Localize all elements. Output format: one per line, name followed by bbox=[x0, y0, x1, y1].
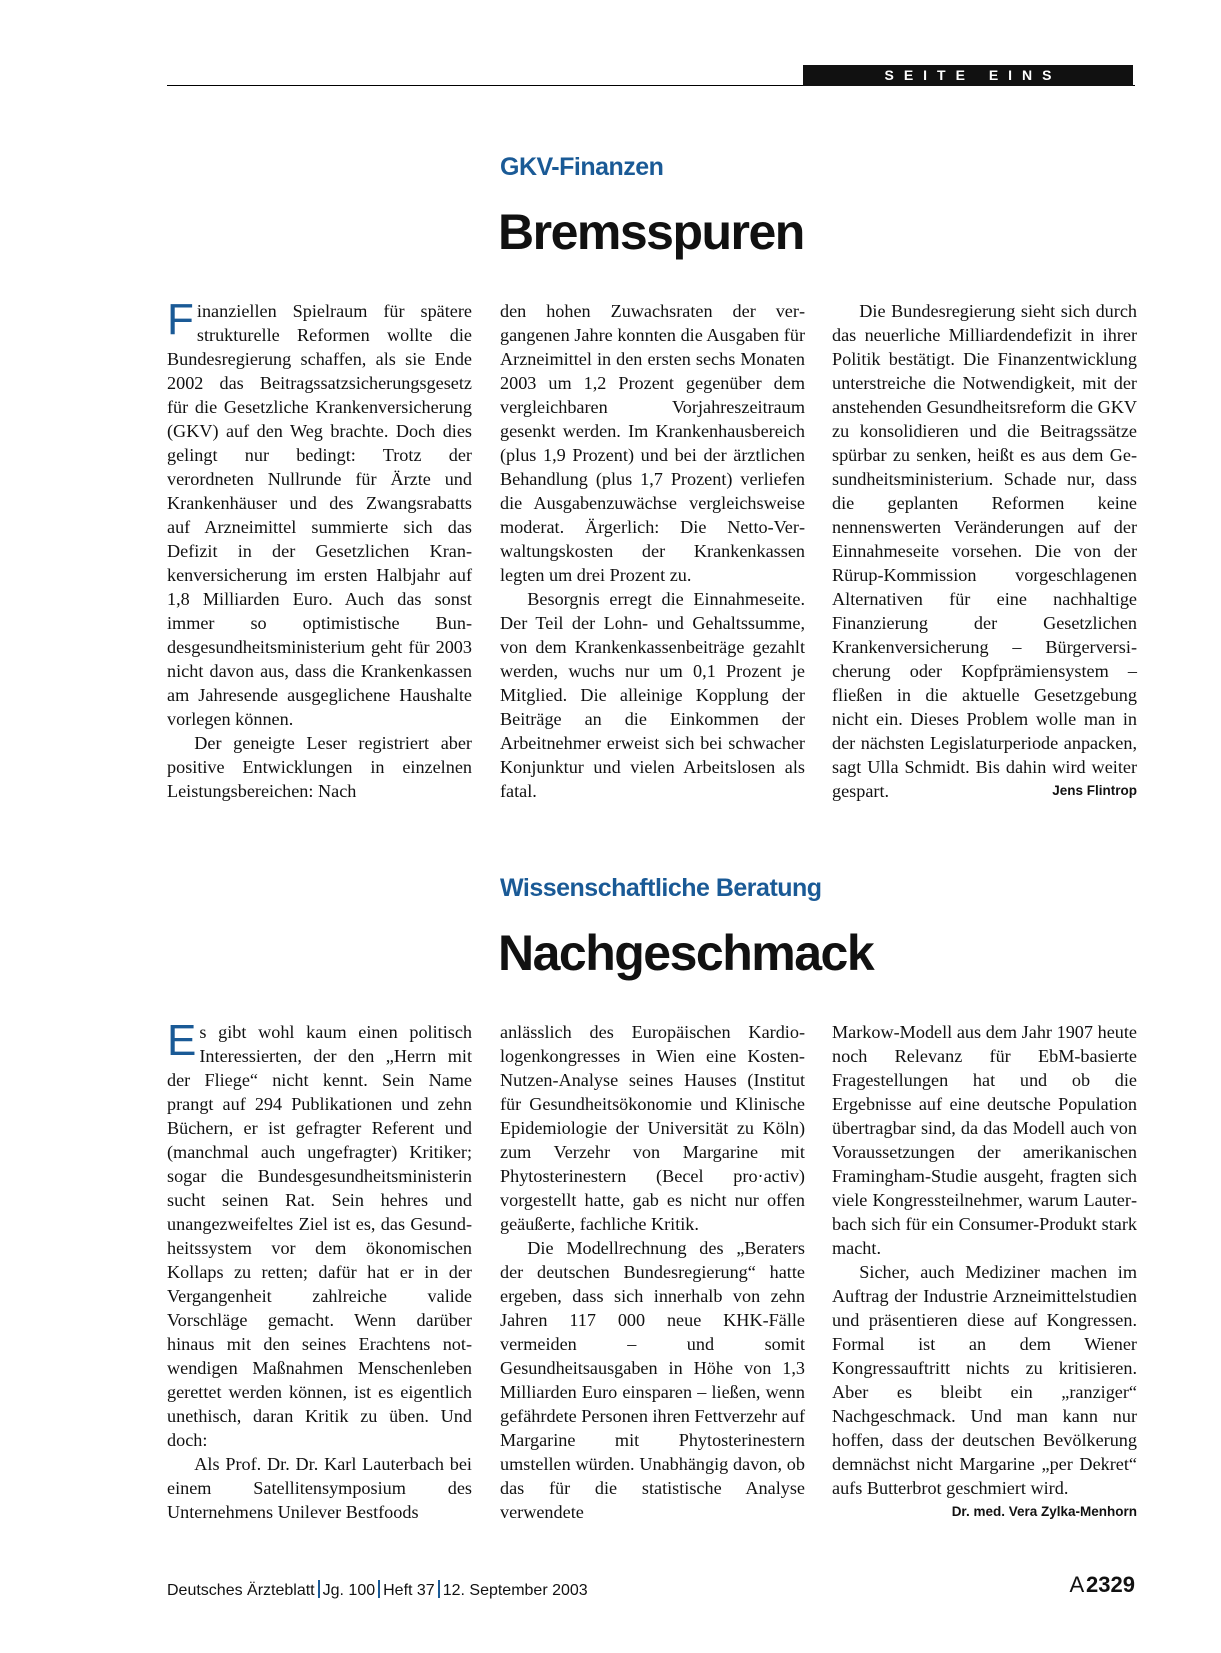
article1-column-2 bbox=[500, 299, 805, 803]
article1-col3-paragraph-1 bbox=[832, 299, 1137, 803]
article2-author: Dr. med. Vera Zylka-Menhorn bbox=[951, 1504, 1137, 1519]
article2-col2-paragraph-1: anlässlich des Europäischen Kardiologenkongresses in Wien eine Kosten-Nutzen-Analyse seines Hauses (Institut für Gesundheitsökonomie und Klinische Epidemiologie der Universität zu Köln) zum Verzehr von Margarine mit Phytosterinestern (Becel pro·activ) vorgestellt hatte, gab es nicht nur offen geäußerte, fachliche Kritik. bbox=[500, 1022, 805, 1234]
footer-separator bbox=[378, 1580, 380, 1598]
footer-separator bbox=[318, 1580, 320, 1598]
article1-col3-text-1: Die Bundesregierung sieht sich durch das neuerliche Milliardendefizit in ihrer Politik bestätigt. Die Finanzentwicklung unterstreiche die Notwendigkeit, mit der anstehenden Gesundheitsreform die GKV zu konsolidieren und die Beitragssätze spürbar zu senken, heißt es aus dem Gesundheitsministerium. Schade nur, dass die geplanten Reformen keine nennenswerten Veränderungen auf der Einnahmeseite vorsehen. Die von der Rürup-Kommission vorgeschlagenen Alternativen für eine nachhaltige Finanzierung der Gesetzlichen Krankenversicherung – Bürgerversicherung oder Kopfprämiensystem – fließen in die aktuelle Gesetzgebung nicht ein. Dieses Problem wolle man in der nächsten Legislaturperiode anpacken, sagt Ulla Schmidt. Bis dahin wird weiter gespart. bbox=[832, 301, 1137, 801]
article1-headline: Bremsspuren bbox=[498, 204, 804, 260]
article2-headline: Nachgeschmack bbox=[498, 925, 874, 981]
footer-date: 12. September 2003 bbox=[442, 1582, 588, 1599]
footer-issue: Heft 37 bbox=[383, 1582, 435, 1599]
footer-separator bbox=[438, 1580, 440, 1598]
article2-col2-paragraph-2: Die Modellrechnung des „Beraters der deutschen Bundesregierung“ hatte ergeben, dass sich innerhalb von zehn Jahren 117 000 neue KHK-Fälle vermeiden – und somit Gesundheitsausgaben in Höhe von 1,3 Milliarden Euro einsparen – ließen, wenn gefährdete Personen ihren Fettverzehr auf Margarine mit Phytosterinestern umstellen würden. Unabhängig davon, ob das für die statistische Analyse verwendete bbox=[500, 1238, 806, 1522]
article2-col3-paragraph-2 bbox=[832, 1260, 1137, 1519]
article1-col1-paragraph-2: Der geneigte Leser registriert aber positive Entwicklungen in einzelnen Leistungsbereichen: Nach bbox=[167, 733, 472, 801]
article2-col1-text-1: s gibt wohl kaum einen politisch Interessierten, der den „Herrn mit der Fliege“ nicht kennt. Sein Name prangt auf 294 Publikationen und zehn Büchern, er ist gefragter Referent und (manchmal auch ungefragter) Kritiker; sogar die Bundesgesundheitsministerin sucht seinen Rat. Sein hehres und unangezweifeltes Ziel ist es, das Gesundheitssystem vor dem ökonomischen Kollaps zu retten; dafür hat er in der Vergangenheit zahlreiche valide Vorschläge gemacht. Wenn darüber hinaus mit den seines Erachtens notwendigen Maßnahmen Menschenleben gerettet werden können, ist es eigentlich unethisch, daran Kritik zu üben. Und doch: bbox=[167, 1022, 472, 1450]
article2-col1-paragraph-2: Als Prof. Dr. Dr. Karl Lauterbach bei einem Satellitensymposium des Unternehmens Unilever Bestfoods bbox=[167, 1454, 472, 1522]
article1-col2-paragraph-2: Besorgnis erregt die Einnahmeseite. Der Teil der Lohn- und Gehaltssumme, von dem Krankenkassenbeiträge gezahlt werden, wuchs nur um 0,1 Prozent je Mitglied. Die alleinige Kopplung der Beiträge an die Einkommen der Arbeitnehmer erweist sich bei schwacher Konjunktur und vielen Arbeitslosen als fatal. bbox=[500, 589, 805, 801]
article1-col2-paragraph-1: den hohen Zuwachsraten der vergangenen Jahre konnten die Ausgaben für Arzneimittel in den ersten sechs Monaten 2003 um 1,2 Prozent gegenüber dem vergleichbaren Vorjahreszeitraum gesenkt werden. Im Krankenhausbereich (plus 1,9 Prozent) und bei der ärztlichen Behandlung (plus 1,7 Prozent) verliefen die Ausgabenzuwächse vergleichsweise moderat. Ärgerlich: Die Netto-Verwaltungskosten der Krankenkassen legten um drei Prozent zu. bbox=[500, 301, 805, 585]
article1-column-1 bbox=[167, 295, 472, 803]
article1-dropcap: F bbox=[167, 295, 194, 344]
footer-volume: Jg. 100 bbox=[322, 1582, 376, 1599]
article1-kicker: GKV-Finanzen bbox=[500, 153, 664, 181]
article2-column-1 bbox=[167, 1016, 472, 1524]
article1-col1-text-1: inanziellen Spielraum für spätere strukturelle Reformen wollte die Bundesregierung schaffen, als sie Ende 2002 das Beitragssatzsicherungsgesetz für die Gesetzliche Krankenversicherung (GKV) auf den Weg brachte. Doch dies gelingt nur bedingt: Trotz der verordneten Nullrunde für Ärzte und Krankenhäuser und des Zwangsrabatts auf Arzneimittel summierte sich das Defizit in der Gesetzlichen Krankenversicherung im ersten Halbjahr auf 1,8 Milliarden Euro. Auch das sonst immer so optimistische Bundesgesundheitsministerium geht für 2003 nicht davon aus, dass die Krankenkassen am Jahresende ausgeglichene Haushalte vorlegen können. bbox=[167, 301, 472, 729]
article2-col3-text-2: Sicher, auch Mediziner machen im Auftrag der Industrie Arzneimittelstudien und präsentieren diese auf Kongressen. Formal ist an dem Wiener Kongressauftritt nichts zu kritisieren. Aber es bleibt ein „ranziger“ Nachgeschmack. Und man kann nur hoffen, dass der deutschen Bevölkerung demnächst nicht Margarine „per Dekret“ aufs Butterbrot geschmiert wird. bbox=[832, 1262, 1137, 1498]
article2-dropcap: E bbox=[167, 1016, 197, 1065]
page-number bbox=[1070, 1572, 1135, 1598]
page-prefix: A bbox=[1069, 1572, 1085, 1597]
section-label: SEITE EINS bbox=[803, 65, 1133, 86]
page-number-value: 2329 bbox=[1086, 1572, 1135, 1597]
article2-kicker: Wissenschaftliche Beratung bbox=[500, 874, 822, 902]
footer-citation bbox=[167, 1580, 588, 1600]
article1-column-3 bbox=[832, 299, 1137, 803]
article1-author: Jens Flintrop bbox=[1052, 783, 1137, 798]
article2-col1-paragraph-1 bbox=[167, 1016, 472, 1452]
article1-col1-paragraph-1 bbox=[167, 295, 472, 731]
article2-column-3 bbox=[832, 1020, 1137, 1524]
article2-col3-paragraph-1: Markow-Modell aus dem Jahr 1907 heute noch Relevanz für EbM-basierte Fragestellungen hat und ob die Ergebnisse auf eine deutsche Population übertragbar sind, da das Modell auch von Voraussetzungen der amerikanischen Framingham-Studie ausgeht, fragten sich viele Kongressteilnehmer, warum Lauterbach sich für ein Consumer-Produkt stark macht. bbox=[832, 1022, 1137, 1258]
article2-column-2 bbox=[500, 1020, 805, 1524]
footer-journal: Deutsches Ärzteblatt bbox=[167, 1582, 315, 1599]
